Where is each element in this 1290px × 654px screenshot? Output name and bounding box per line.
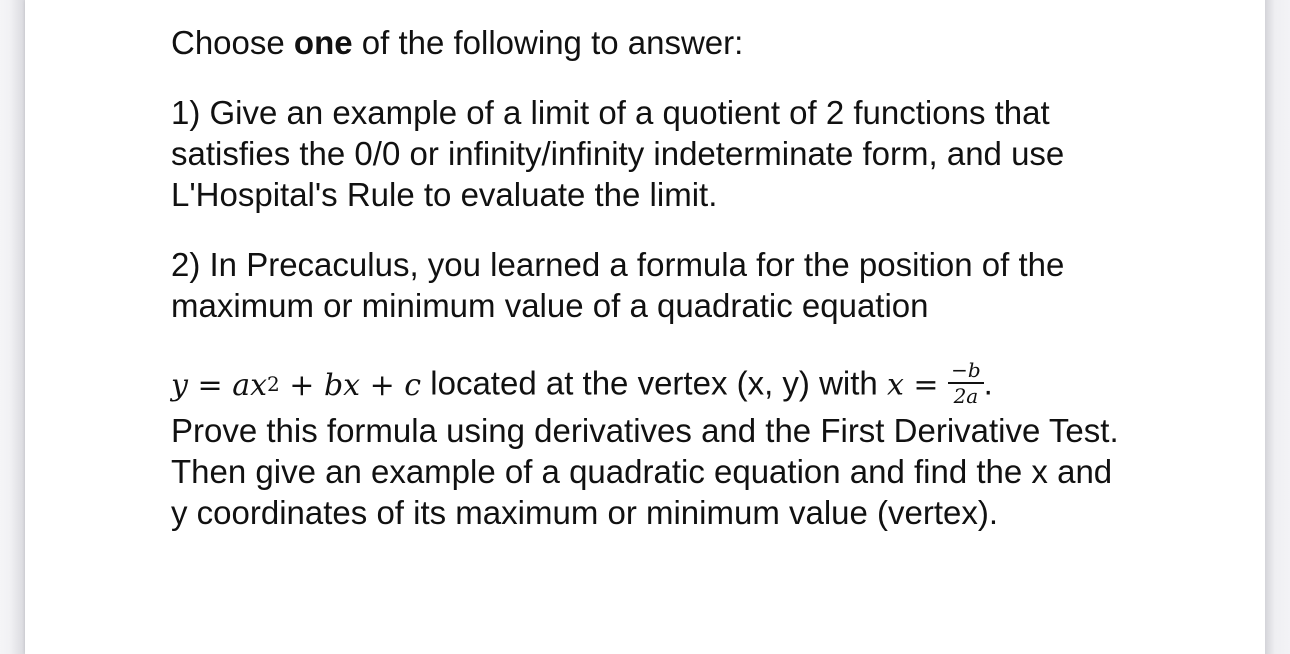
page-gutter-left xyxy=(0,0,25,654)
located-text: located at the vertex (x, y) with xyxy=(421,364,887,402)
vertex-fraction xyxy=(948,359,984,407)
page-gutter-right xyxy=(1265,0,1290,654)
question-2-intro: 2) In Precaculus, you learned a formula for the position of the maximum or minimum value of a quadratic equation xyxy=(171,246,1065,324)
intro-emphasis: one xyxy=(293,24,353,61)
fraction-denominator: 2a xyxy=(953,384,979,408)
vertex-equals: = xyxy=(913,367,939,403)
quadratic-equation xyxy=(171,368,421,403)
equation-equals: = xyxy=(197,367,223,403)
question-2-body: Prove this formula using derivatives and the First Derivative Test. Then give an example of a quadratic equation and find the x and y coordinates of its maximum or minimum value (vertex). xyxy=(171,412,1119,531)
equation-lhs: y xyxy=(171,367,188,403)
question-1: 1) Give an example of a limit of a quotient of 2 functions that satisfies the 0/0 or infinity/infinity indeterminate form, and use L'Hospital's Rule to evaluate the limit. xyxy=(171,94,1065,213)
equation-exponent: 2 xyxy=(267,371,280,396)
fraction-numerator: −b xyxy=(948,359,984,384)
vertex-period: . xyxy=(983,364,993,402)
vertex-var: x xyxy=(886,367,904,403)
equation-rest: + bx + c xyxy=(289,367,422,403)
intro-prefix: Choose xyxy=(171,24,294,61)
vertex-formula xyxy=(887,368,948,403)
intro-suffix: of the following to answer: xyxy=(352,24,744,61)
intro-instruction xyxy=(171,22,1131,63)
document-content xyxy=(171,22,1131,533)
question-2-equation-line xyxy=(171,358,1131,410)
equation-ax: ax xyxy=(232,367,267,403)
